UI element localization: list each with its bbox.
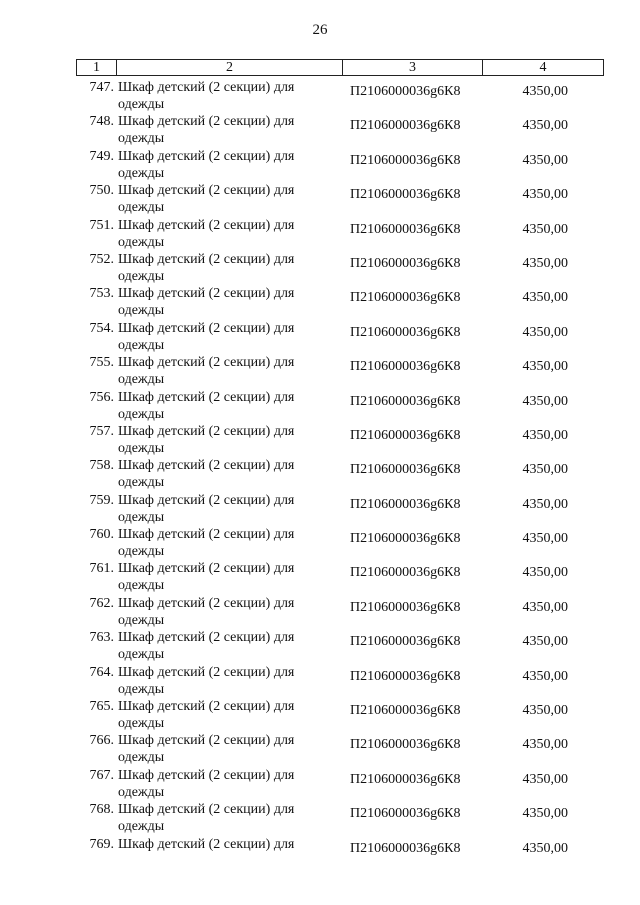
item-name-line1: Шкаф детский (2 секции) для bbox=[118, 320, 295, 336]
item-name bbox=[118, 285, 328, 319]
row-number: 760. bbox=[89, 527, 114, 543]
item-name-line2: одежды bbox=[118, 131, 165, 147]
inventory-code: П2106000036g6К8 bbox=[350, 393, 461, 409]
row-number: 759. bbox=[89, 492, 114, 508]
item-name-line2: одежды bbox=[118, 97, 165, 112]
price: 4350,00 bbox=[522, 255, 568, 271]
price: 4350,00 bbox=[522, 840, 568, 856]
table-row bbox=[0, 560, 640, 594]
column-header-1: 1 bbox=[77, 60, 117, 75]
inventory-code: П2106000036g6К8 bbox=[350, 737, 461, 753]
table-row bbox=[0, 492, 640, 526]
row-number: 767. bbox=[89, 767, 114, 783]
item-name-line2: одежды bbox=[118, 440, 165, 456]
item-name-line2: одежды bbox=[118, 268, 165, 284]
inventory-code: П2106000036g6К8 bbox=[350, 84, 461, 99]
item-name-line2: одежды bbox=[118, 303, 165, 319]
table-row bbox=[0, 698, 640, 732]
price: 4350,00 bbox=[522, 668, 568, 684]
item-name bbox=[118, 560, 328, 594]
table-row bbox=[0, 320, 640, 354]
item-name bbox=[118, 767, 328, 801]
item-name bbox=[118, 732, 328, 766]
item-name-line1: Шкаф детский (2 секции) для bbox=[118, 527, 295, 543]
item-name bbox=[118, 251, 328, 285]
table-row bbox=[0, 354, 640, 388]
price: 4350,00 bbox=[522, 806, 568, 822]
price: 4350,00 bbox=[522, 599, 568, 615]
inventory-code: П2106000036g6К8 bbox=[350, 599, 461, 615]
inventory-code: П2106000036g6К8 bbox=[350, 152, 461, 168]
item-name bbox=[118, 423, 328, 457]
item-name bbox=[118, 320, 328, 354]
table-row bbox=[0, 217, 640, 251]
item-name-line1: Шкаф детский (2 секции) для bbox=[118, 80, 295, 95]
item-name bbox=[118, 526, 328, 560]
item-name-line1: Шкаф детский (2 секции) для bbox=[118, 630, 295, 646]
inventory-code: П2106000036g6К8 bbox=[350, 255, 461, 271]
item-name bbox=[118, 148, 328, 182]
item-name-line1: Шкаф детский (2 секции) для bbox=[118, 595, 295, 611]
item-name-line2: одежды bbox=[118, 544, 165, 560]
item-name-line1: Шкаф детский (2 секции) для bbox=[118, 767, 295, 783]
row-number: 765. bbox=[89, 699, 114, 715]
table-row bbox=[0, 423, 640, 457]
row-number: 752. bbox=[89, 251, 114, 267]
row-number: 764. bbox=[89, 664, 114, 680]
price: 4350,00 bbox=[522, 118, 568, 134]
inventory-code: П2106000036g6К8 bbox=[350, 118, 461, 134]
price: 4350,00 bbox=[522, 496, 568, 512]
row-number: 753. bbox=[89, 286, 114, 302]
item-name-line2: одежды bbox=[118, 681, 165, 697]
row-number: 768. bbox=[89, 802, 114, 818]
item-name bbox=[118, 629, 328, 663]
inventory-code: П2106000036g6К8 bbox=[350, 462, 461, 478]
item-name-line1: Шкаф детский (2 секции) для bbox=[118, 355, 295, 371]
item-name-line1: Шкаф детский (2 секции) для bbox=[118, 699, 295, 715]
table-row bbox=[0, 767, 640, 801]
item-name bbox=[118, 698, 328, 732]
inventory-code: П2106000036g6К8 bbox=[350, 840, 461, 856]
column-header-2: 2 bbox=[117, 60, 343, 75]
table-row bbox=[0, 595, 640, 629]
table-header bbox=[76, 59, 604, 76]
item-name-line1: Шкаф детский (2 секции) для bbox=[118, 423, 295, 439]
item-name-line2: одежды bbox=[118, 406, 165, 422]
table-row bbox=[0, 251, 640, 285]
item-name-line2: одежды bbox=[118, 475, 165, 491]
item-name-line1: Шкаф детский (2 секции) для bbox=[118, 217, 295, 233]
item-name bbox=[118, 457, 328, 491]
row-number: 747. bbox=[89, 80, 114, 95]
price: 4350,00 bbox=[522, 427, 568, 443]
column-header-3: 3 bbox=[343, 60, 483, 75]
item-name bbox=[118, 836, 328, 853]
price: 4350,00 bbox=[522, 462, 568, 478]
table-row bbox=[0, 113, 640, 147]
item-name bbox=[118, 354, 328, 388]
item-name bbox=[118, 664, 328, 698]
inventory-code: П2106000036g6К8 bbox=[350, 427, 461, 443]
row-number: 761. bbox=[89, 561, 114, 577]
price: 4350,00 bbox=[522, 393, 568, 409]
table-row bbox=[0, 664, 640, 698]
row-number: 754. bbox=[89, 320, 114, 336]
price: 4350,00 bbox=[522, 221, 568, 237]
item-name-line1: Шкаф детский (2 секции) для bbox=[118, 183, 295, 199]
table-row bbox=[0, 79, 640, 113]
page-number: 26 bbox=[312, 22, 328, 38]
item-name-line1: Шкаф детский (2 секции) для bbox=[118, 251, 295, 267]
inventory-code: П2106000036g6К8 bbox=[350, 531, 461, 547]
table-row bbox=[0, 629, 640, 663]
item-name bbox=[118, 79, 328, 113]
row-number: 751. bbox=[89, 217, 114, 233]
price: 4350,00 bbox=[522, 771, 568, 787]
item-name-line1: Шкаф детский (2 секции) для bbox=[118, 561, 295, 577]
row-number: 769. bbox=[89, 836, 114, 852]
price: 4350,00 bbox=[522, 84, 568, 99]
inventory-code: П2106000036g6К8 bbox=[350, 324, 461, 340]
price: 4350,00 bbox=[522, 290, 568, 306]
table-row bbox=[0, 836, 640, 870]
row-number: 748. bbox=[89, 114, 114, 130]
item-name bbox=[118, 595, 328, 629]
item-name bbox=[118, 801, 328, 835]
item-name-line2: одежды bbox=[118, 509, 165, 525]
price: 4350,00 bbox=[522, 152, 568, 168]
price: 4350,00 bbox=[522, 324, 568, 340]
row-number: 755. bbox=[89, 355, 114, 371]
item-name-line2: одежды bbox=[118, 234, 165, 250]
column-header-4: 4 bbox=[539, 60, 547, 75]
item-name-line2: одежды bbox=[118, 372, 165, 388]
item-name-line2: одежды bbox=[118, 200, 165, 216]
row-number: 749. bbox=[89, 148, 114, 164]
item-name-line1: Шкаф детский (2 секции) для bbox=[118, 733, 295, 749]
item-name-line2: одежды bbox=[118, 165, 165, 181]
row-number: 766. bbox=[89, 733, 114, 749]
item-name bbox=[118, 492, 328, 526]
inventory-code: П2106000036g6К8 bbox=[350, 187, 461, 203]
inventory-code: П2106000036g6К8 bbox=[350, 359, 461, 375]
inventory-code: П2106000036g6К8 bbox=[350, 703, 461, 719]
price: 4350,00 bbox=[522, 737, 568, 753]
item-name-line2: одежды bbox=[118, 819, 165, 835]
item-name-line1: Шкаф детский (2 секции) для bbox=[118, 836, 295, 852]
table-row bbox=[0, 389, 640, 423]
item-name-line1: Шкаф детский (2 секции) для bbox=[118, 458, 295, 474]
item-name-line1: Шкаф детский (2 секции) для bbox=[118, 286, 295, 302]
price: 4350,00 bbox=[522, 565, 568, 581]
row-number: 756. bbox=[89, 389, 114, 405]
inventory-code: П2106000036g6К8 bbox=[350, 771, 461, 787]
item-name bbox=[118, 182, 328, 216]
price: 4350,00 bbox=[522, 703, 568, 719]
item-name-line2: одежды bbox=[118, 750, 165, 766]
table-row bbox=[0, 801, 640, 835]
row-number: 763. bbox=[89, 630, 114, 646]
item-name-line1: Шкаф детский (2 секции) для bbox=[118, 664, 295, 680]
item-name bbox=[118, 113, 328, 147]
item-name-line2: одежды bbox=[118, 784, 165, 800]
price: 4350,00 bbox=[522, 187, 568, 203]
inventory-code: П2106000036g6К8 bbox=[350, 634, 461, 650]
item-name bbox=[118, 389, 328, 423]
row-number: 762. bbox=[89, 595, 114, 611]
table-row bbox=[0, 148, 640, 182]
item-name-line1: Шкаф детский (2 секции) для bbox=[118, 389, 295, 405]
item-name-line1: Шкаф детский (2 секции) для bbox=[118, 148, 295, 164]
inventory-code: П2106000036g6К8 bbox=[350, 565, 461, 581]
inventory-code: П2106000036g6К8 bbox=[350, 668, 461, 684]
item-name-line1: Шкаф детский (2 секции) для bbox=[118, 492, 295, 508]
row-number: 757. bbox=[89, 423, 114, 439]
price: 4350,00 bbox=[522, 634, 568, 650]
inventory-code: П2106000036g6К8 bbox=[350, 806, 461, 822]
table-row bbox=[0, 526, 640, 560]
item-name-line2: одежды bbox=[118, 716, 165, 732]
inventory-code: П2106000036g6К8 bbox=[350, 221, 461, 237]
row-number: 758. bbox=[89, 458, 114, 474]
item-name-line1: Шкаф детский (2 секции) для bbox=[118, 114, 295, 130]
item-name-line2: одежды bbox=[118, 578, 165, 594]
table-body bbox=[0, 79, 640, 870]
row-number: 750. bbox=[89, 183, 114, 199]
table-row bbox=[0, 285, 640, 319]
item-name-line1: Шкаф детский (2 секции) для bbox=[118, 802, 295, 818]
table-row bbox=[0, 732, 640, 766]
item-name bbox=[118, 217, 328, 251]
table-row bbox=[0, 182, 640, 216]
price: 4350,00 bbox=[522, 359, 568, 375]
price: 4350,00 bbox=[522, 531, 568, 547]
inventory-code: П2106000036g6К8 bbox=[350, 290, 461, 306]
inventory-code: П2106000036g6К8 bbox=[350, 496, 461, 512]
table-row bbox=[0, 457, 640, 491]
item-name-line2: одежды bbox=[118, 612, 165, 628]
item-name-line2: одежды bbox=[118, 647, 165, 663]
item-name-line2: одежды bbox=[118, 337, 165, 353]
